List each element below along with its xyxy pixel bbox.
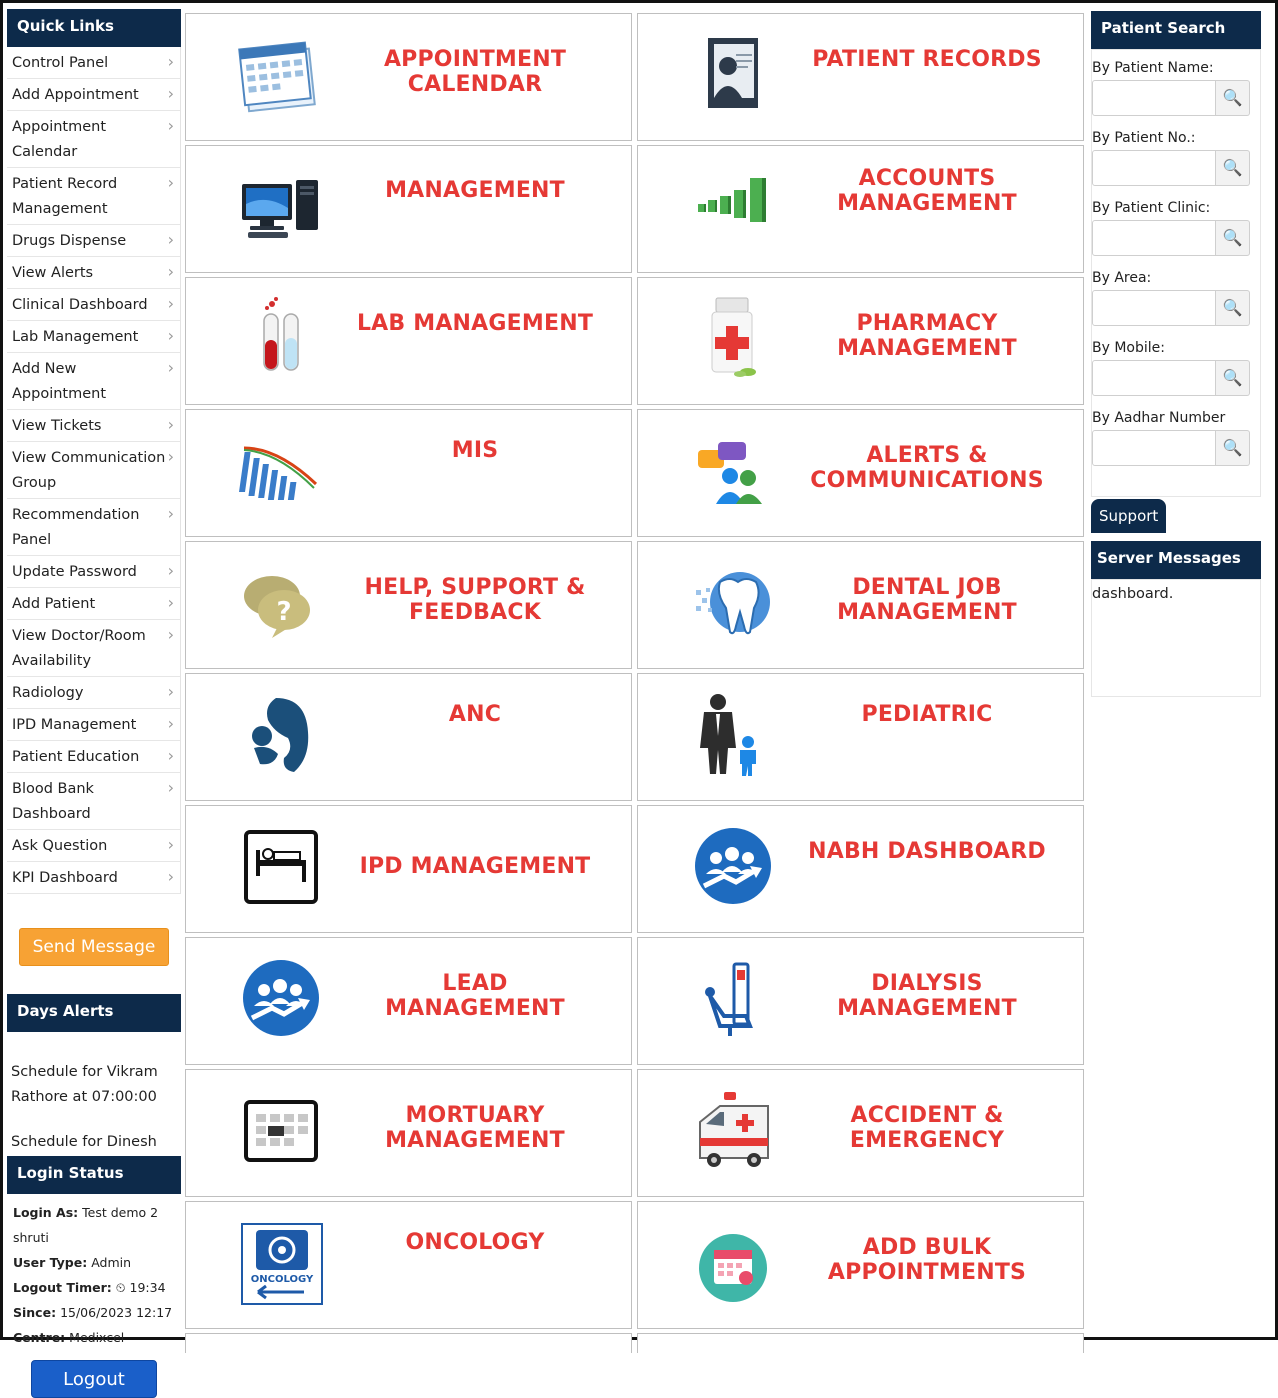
quick-link-ask-question[interactable]: Ask Question › (7, 830, 180, 862)
search-label: By Patient No.: (1092, 130, 1196, 146)
chevron-right-icon: › (167, 358, 174, 377)
left-column (7, 9, 181, 1398)
patient-clinic-input[interactable] (1092, 220, 1216, 256)
server-message-text: dashboard. (1092, 586, 1174, 602)
tile-accident-emergency[interactable] (637, 1069, 1084, 1197)
tile-label: LEAD MANAGEMENT (385, 971, 565, 1021)
quick-link-clinical-dashboard[interactable]: Clinical Dashboard › (7, 289, 180, 321)
chevron-right-icon: › (167, 746, 174, 765)
quick-link-lab-management[interactable]: Lab Management › (7, 321, 180, 353)
chevron-right-icon: › (167, 116, 174, 135)
test-tubes-icon (238, 296, 324, 382)
logout-button[interactable]: Logout (31, 1360, 157, 1398)
quick-link-view-tickets[interactable]: View Tickets › (7, 410, 180, 442)
patient-search-panel (1091, 49, 1261, 497)
dialysis-chair-icon (690, 956, 776, 1042)
quick-link-view-doctor-room-availability[interactable]: View Doctor/Room Availability › (7, 620, 180, 677)
quick-link-control-panel[interactable]: Control Panel › (7, 47, 180, 79)
quick-link-appointment-calendar[interactable]: Appointment Calendar › (7, 111, 180, 168)
oncology-badge-text: ONCOLOGY (250, 1274, 314, 1285)
aadhar-input[interactable] (1092, 430, 1216, 466)
chevron-right-icon: › (167, 447, 174, 466)
server-messages-header: Server Messages (1091, 541, 1261, 579)
quick-link-view-communication-group[interactable]: View Communication Group › (7, 442, 180, 499)
help-bubble-icon (238, 560, 324, 646)
tile-label: ALERTS & COMMUNICATIONS (810, 443, 1044, 493)
quick-link-ipd-management[interactable]: IPD Management › (7, 709, 180, 741)
tile-mis[interactable] (185, 409, 632, 537)
chevron-right-icon: › (167, 835, 174, 854)
tile-dental-job-management[interactable] (637, 541, 1084, 669)
server-messages-panel (1091, 579, 1261, 697)
hospital-bed-icon (238, 824, 324, 910)
mother-child-icon (238, 692, 324, 778)
doctor-child-icon (690, 692, 776, 778)
tile-alerts-communications[interactable] (637, 409, 1084, 537)
search-icon: 🔍 (1222, 160, 1243, 177)
tile-label: HELP, SUPPORT & FEEDBACK (364, 575, 586, 625)
chevron-right-icon: › (167, 625, 174, 644)
tile-label: ADD BULK APPOINTMENTS (827, 1235, 1027, 1285)
search-icon: 🔍 (1222, 230, 1243, 247)
mobile-input[interactable] (1092, 360, 1216, 396)
search-button[interactable] (1216, 80, 1250, 116)
tile-label: NABH DASHBOARD (808, 839, 1046, 864)
tile-label: PHARMACY MANAGEMENT (837, 311, 1017, 361)
tile-anc[interactable] (185, 673, 632, 801)
send-message-button[interactable]: Send Message (19, 928, 169, 966)
search-button[interactable] (1216, 360, 1250, 396)
tile-partial (637, 1333, 1084, 1353)
days-alerts-header: Days Alerts (7, 994, 181, 1032)
search-icon: 🔍 (1222, 370, 1243, 387)
days-alert-item: Schedule for Dinesh (11, 1134, 157, 1150)
tile-dialysis-management[interactable] (637, 937, 1084, 1065)
chevron-right-icon: › (167, 867, 174, 886)
login-as-row: Login As: Test demo 2 shruti (13, 1205, 159, 1245)
search-icon: 🔍 (1222, 300, 1243, 317)
chevron-right-icon: › (167, 415, 174, 434)
search-button[interactable] (1216, 220, 1250, 256)
days-alerts-list (7, 1032, 181, 1162)
declining-chart-icon (238, 428, 324, 514)
quick-link-recommendation-panel[interactable]: Recommendation Panel › (7, 499, 180, 556)
since-row: Since: 15/06/2023 12:17 (13, 1305, 173, 1320)
tile-label: ANC (448, 702, 502, 727)
chevron-right-icon: › (167, 561, 174, 580)
centre-row: Centre: Medixcel (13, 1330, 125, 1345)
tile-nabh-dashboard[interactable] (637, 805, 1084, 933)
support-tab[interactable]: Support (1091, 499, 1166, 533)
chevron-right-icon: › (167, 714, 174, 733)
tile-label: APPOINTMENT CALENDAR (383, 47, 567, 97)
quick-link-kpi-dashboard[interactable]: KPI Dashboard › (7, 862, 180, 894)
quick-link-blood-bank-dashboard[interactable]: Blood Bank Dashboard › (7, 773, 180, 830)
quick-link-patient-record-management[interactable]: Patient Record Management › (7, 168, 180, 225)
quick-link-drugs-dispense[interactable]: Drugs Dispense › (7, 225, 180, 257)
search-button[interactable] (1216, 150, 1250, 186)
area-input[interactable] (1092, 290, 1216, 326)
chevron-right-icon: › (167, 294, 174, 313)
team-growth-icon (238, 956, 324, 1042)
tile-label: IPD MANAGEMENT (359, 854, 591, 879)
chevron-right-icon: › (167, 778, 174, 797)
user-type-row: User Type: Admin (13, 1255, 132, 1270)
tile-label: ACCOUNTS MANAGEMENT (837, 166, 1017, 216)
calendar-icon (238, 32, 324, 118)
tile-lead-management[interactable] (185, 937, 632, 1065)
tile-accounts-management[interactable] (637, 145, 1084, 273)
patient-name-input[interactable] (1092, 80, 1216, 116)
chevron-right-icon: › (167, 262, 174, 281)
search-button[interactable] (1216, 290, 1250, 326)
patient-no-input[interactable] (1092, 150, 1216, 186)
tile-add-bulk-appointments[interactable] (637, 1201, 1084, 1329)
clock-icon: ⏲ (115, 1280, 126, 1295)
computer-icon (238, 164, 324, 250)
tile-management[interactable] (185, 145, 632, 273)
chevron-right-icon: › (167, 230, 174, 249)
svg-text:?: ? (276, 597, 292, 627)
tile-pediatric[interactable] (637, 673, 1084, 801)
team-growth-icon (690, 824, 776, 910)
chevron-right-icon: › (167, 593, 174, 612)
quick-links-list (7, 47, 181, 894)
search-label: By Aadhar Number (1092, 410, 1226, 426)
quick-link-patient-education[interactable]: Patient Education › (7, 741, 180, 773)
right-column (1091, 11, 1261, 697)
logout-timer-row: Logout Timer: ⏲ 19:34 (13, 1280, 166, 1295)
tooth-icon (690, 560, 776, 646)
tile-pharmacy-management[interactable] (637, 277, 1084, 405)
search-label: By Patient Clinic: (1092, 200, 1211, 216)
search-icon: 🔍 (1222, 440, 1243, 457)
chevron-right-icon: › (167, 84, 174, 103)
days-alert-item: Schedule for Vikram Rathore at 07:00:00 (11, 1064, 158, 1105)
tile-lab-management[interactable] (185, 277, 632, 405)
search-button[interactable] (1216, 430, 1250, 466)
tile-label: LAB MANAGEMENT (356, 311, 594, 336)
patient-search-header: Patient Search (1091, 11, 1261, 49)
patient-records-icon (690, 32, 776, 118)
login-status-panel (7, 1194, 181, 1356)
tile-patient-records[interactable] (637, 13, 1084, 141)
ambulance-icon (690, 1088, 776, 1174)
quick-link-add-appointment[interactable]: Add Appointment › (7, 79, 180, 111)
tile-label: MORTUARY MANAGEMENT (385, 1103, 565, 1153)
chevron-right-icon: › (167, 682, 174, 701)
tile-help-support[interactable] (185, 541, 632, 669)
quick-link-view-alerts[interactable]: View Alerts › (7, 257, 180, 289)
tile-label: PEDIATRIC (861, 702, 993, 727)
growth-bars-icon (690, 164, 776, 250)
chevron-right-icon: › (167, 326, 174, 345)
mortuary-icon (238, 1088, 324, 1174)
tile-ipd-management[interactable] (185, 805, 632, 933)
quick-link-add-new-appointment[interactable]: Add New Appointment › (7, 353, 180, 410)
tile-label: DENTAL JOB MANAGEMENT (837, 575, 1017, 625)
search-icon: 🔍 (1222, 90, 1243, 107)
tile-mortuary-management[interactable] (185, 1069, 632, 1197)
tile-label: MANAGEMENT (385, 178, 565, 203)
search-label: By Patient Name: (1092, 60, 1214, 76)
tile-partial (185, 1333, 632, 1353)
tile-label: DIALYSIS MANAGEMENT (837, 971, 1017, 1021)
tile-oncology[interactable] (185, 1201, 632, 1329)
tile-appointment-calendar[interactable] (185, 13, 632, 141)
chat-people-icon (690, 428, 776, 514)
chevron-right-icon: › (167, 504, 174, 523)
oncology-icon (238, 1220, 324, 1306)
search-label: By Area: (1092, 270, 1152, 286)
tile-label: MIS (451, 438, 499, 463)
quick-links-header: Quick Links (7, 9, 181, 47)
quick-link-add-patient[interactable]: Add Patient › (7, 588, 180, 620)
search-label: By Mobile: (1092, 340, 1165, 356)
chevron-right-icon: › (167, 52, 174, 71)
quick-link-update-password[interactable]: Update Password › (7, 556, 180, 588)
tile-label: ACCIDENT & EMERGENCY (849, 1103, 1005, 1153)
tile-label: PATIENT RECORDS (812, 47, 1042, 72)
tile-label: ONCOLOGY (405, 1230, 545, 1255)
medicine-bottle-icon (690, 296, 776, 382)
chevron-right-icon: › (167, 173, 174, 192)
login-status-header: Login Status (7, 1156, 181, 1194)
calendar-badge-icon (690, 1220, 776, 1306)
quick-link-radiology[interactable]: Radiology › (7, 677, 180, 709)
